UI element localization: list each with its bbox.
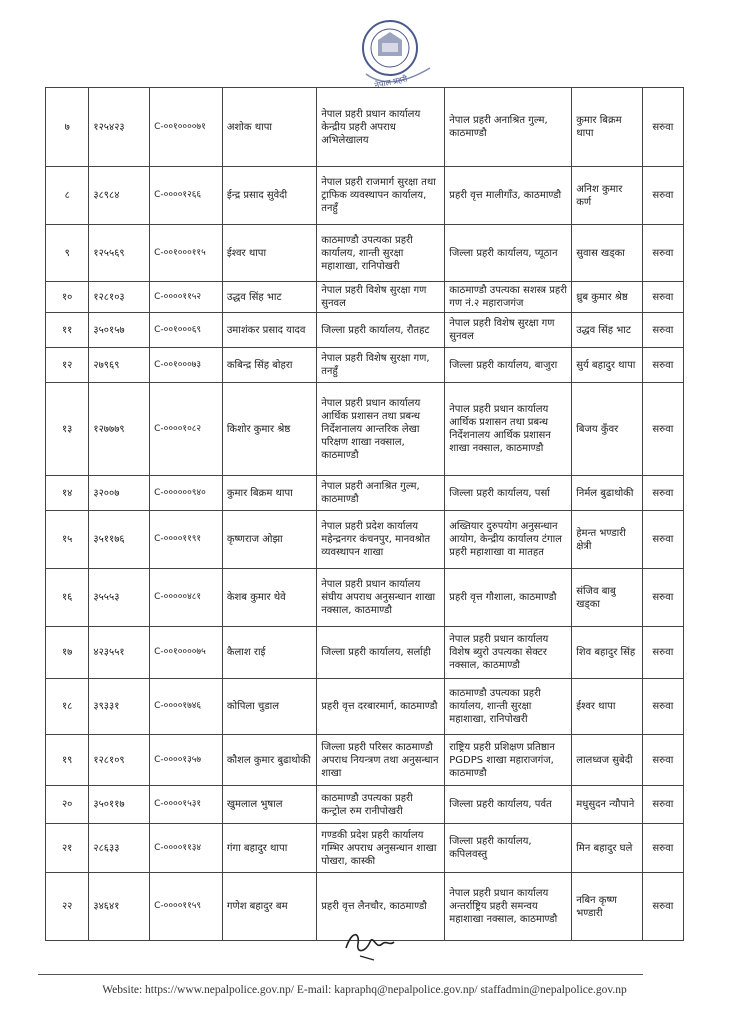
table-row — [46, 627, 684, 679]
replacement-cell: हेमन्त भण्डारी क्षेत्री — [572, 511, 643, 569]
id-number-cell: ३५११७६ — [89, 511, 150, 569]
transfer-office-cell: काठमाण्डौ उपत्यका प्रहरी कार्यालय, शान्ती सुरक्षा महाशाखा, रानिपोखरी — [445, 679, 572, 735]
name-cell: कैलाश राई — [222, 627, 316, 679]
code-cell: C-००००१३५७ — [150, 735, 223, 786]
code-cell: C-०००००४८१ — [150, 569, 223, 627]
transfer-office-cell: नेपाल प्रहरी विशेष सुरक्षा गण सुनवल — [445, 313, 572, 348]
code-cell: C-००१०००६९ — [150, 313, 223, 348]
transfer-office-cell: नेपाल प्रहरी प्रधान कार्यालय आर्थिक प्रशासन तथा प्रबन्ध निर्देशनालय आर्थिक प्रशासन शाखा नक्साल, काठमाण्डौ — [445, 383, 572, 476]
code-cell: C-००१००००७१ — [150, 88, 223, 167]
signature — [340, 922, 400, 964]
current-office-cell: नेपाल प्रहरी विशेष सुरक्षा गण सुनवल — [317, 282, 445, 313]
transfer-table-body — [46, 88, 684, 941]
status-cell: सरुवा — [642, 167, 683, 225]
transfer-office-cell: जिल्ला प्रहरी कार्यालय, पर्वत — [445, 786, 572, 824]
name-cell: उमाशंकर प्रसाद यादव — [222, 313, 316, 348]
current-office-cell: काठमाण्डौ उपत्यका प्रहरी कार्यालय, शान्ती सुरक्षा महाशाखा, रानिपोखरी — [317, 225, 445, 282]
table-row — [46, 88, 684, 167]
name-cell: उद्धव सिंह भाट — [222, 282, 316, 313]
id-number-cell: ३५०११७ — [89, 786, 150, 824]
current-office-cell: जिल्ला प्रहरी कार्यालय, सर्लाही — [317, 627, 445, 679]
serial-cell: १४ — [46, 476, 89, 511]
serial-cell: १९ — [46, 735, 89, 786]
replacement-cell: नबिन कृष्ण भण्डारी — [572, 873, 643, 941]
transfer-office-cell: नेपाल प्रहरी अनाश्रित गुल्म, काठमाण्डौ — [445, 88, 572, 167]
serial-cell: १३ — [46, 383, 89, 476]
id-number-cell: २७९६९ — [89, 348, 150, 383]
status-cell: सरुवा — [642, 569, 683, 627]
name-cell: केशब कुमार थेवे — [222, 569, 316, 627]
table-row — [46, 167, 684, 225]
status-cell: सरुवा — [642, 824, 683, 873]
footer-contact: Website: https://www.nepalpolice.gov.np/ E-mail: kapraphq@nepalpolice.gov.np/ staffadmin@nepalpolice.gov.np — [102, 984, 627, 996]
replacement-cell: लालध्वज सुबेदी — [572, 735, 643, 786]
code-cell: C-००००१७४६ — [150, 679, 223, 735]
serial-cell: १६ — [46, 569, 89, 627]
code-cell: C-००००१५३१ — [150, 786, 223, 824]
status-cell: सरुवा — [642, 383, 683, 476]
code-cell: C-००००११५९ — [150, 873, 223, 941]
name-cell: किशोर कुमार श्रेष्ठ — [222, 383, 316, 476]
id-number-cell: ३५५५३ — [89, 569, 150, 627]
id-number-cell: १२८१०९ — [89, 735, 150, 786]
status-cell: सरुवा — [642, 88, 683, 167]
current-office-cell: प्रहरी वृत्त लैनचौर, काठमाण्डौ — [317, 873, 445, 941]
office-seal — [344, 10, 444, 96]
transfer-office-cell: नेपाल प्रहरी प्रधान कार्यालय अन्तर्राष्ट्रिय प्रहरी समन्वय महाशाखा नक्साल, काठमाण्डौ — [445, 873, 572, 941]
current-office-cell: काठमाण्डौ उपत्यका प्रहरी कन्ट्रोल रुम रानीपोखरी — [317, 786, 445, 824]
status-cell: सरुवा — [642, 786, 683, 824]
id-number-cell: १२५५६९ — [89, 225, 150, 282]
id-number-cell: ३२००७ — [89, 476, 150, 511]
name-cell: कबिन्द्र सिंह बोहरा — [222, 348, 316, 383]
replacement-cell: मधुसुदन न्यौपाने — [572, 786, 643, 824]
table-row — [46, 383, 684, 476]
serial-cell: १७ — [46, 627, 89, 679]
status-cell: सरुवा — [642, 873, 683, 941]
transfer-office-cell: जिल्ला प्रहरी कार्यालय, पर्सा — [445, 476, 572, 511]
replacement-cell: ईश्वर थापा — [572, 679, 643, 735]
current-office-cell: प्रहरी वृत्त दरबारमार्ग, काठमाण्डौ — [317, 679, 445, 735]
id-number-cell: ३४६४१ — [89, 873, 150, 941]
table-row — [46, 679, 684, 735]
name-cell: गंगा बहादुर थापा — [222, 824, 316, 873]
status-cell: सरुवा — [642, 225, 683, 282]
code-cell: C-००१०००७३ — [150, 348, 223, 383]
serial-cell: १८ — [46, 679, 89, 735]
transfer-office-cell: अख्तियार दुरुपयोग अनुसन्धान आयोग, केन्द्रीय कार्यालय टंगाल प्रहरी महाशाखा वा मातहत — [445, 511, 572, 569]
serial-cell: २० — [46, 786, 89, 824]
serial-cell: २१ — [46, 824, 89, 873]
status-cell: सरुवा — [642, 313, 683, 348]
replacement-cell: कुमार बिक्रम थापा — [572, 88, 643, 167]
replacement-cell: मिन बहादुर घले — [572, 824, 643, 873]
status-cell: सरुवा — [642, 679, 683, 735]
current-office-cell: नेपाल प्रहरी अनाश्रित गुल्म, काठमाण्डौ — [317, 476, 445, 511]
code-cell: C-००००००९४० — [150, 476, 223, 511]
status-cell: सरुवा — [642, 735, 683, 786]
transfer-office-cell: राष्ट्रिय प्रहरी प्रशिक्षण प्रतिष्ठान PGDPS शाखा महाराजगंज, काठमाण्डौ — [445, 735, 572, 786]
replacement-cell: सुर्य बहादुर थापा — [572, 348, 643, 383]
code-cell: C-००००११५२ — [150, 282, 223, 313]
code-cell: C-००००१०८२ — [150, 383, 223, 476]
serial-cell: ११ — [46, 313, 89, 348]
serial-cell: १५ — [46, 511, 89, 569]
serial-cell: १२ — [46, 348, 89, 383]
replacement-cell: ध्रुब कुमार श्रेष्ठ — [572, 282, 643, 313]
replacement-cell: बिजय कुँवर — [572, 383, 643, 476]
id-number-cell: ४२३५५१ — [89, 627, 150, 679]
svg-text:नेपाल प्रहरी: नेपाल प्रहरी — [373, 74, 409, 91]
id-number-cell: २८६३३ — [89, 824, 150, 873]
replacement-cell: शिव बहादुर सिंह — [572, 627, 643, 679]
table-row — [46, 824, 684, 873]
serial-cell: ८ — [46, 167, 89, 225]
code-cell: C-००००११९१ — [150, 511, 223, 569]
code-cell: C-००००१२६६ — [150, 167, 223, 225]
serial-cell: २२ — [46, 873, 89, 941]
current-office-cell: नेपाल प्रहरी प्रधान कार्यालय संघीय अपराध अनुसन्धान शाखा नक्साल, काठमाण्डौ — [317, 569, 445, 627]
status-cell: सरुवा — [642, 348, 683, 383]
current-office-cell: नेपाल प्रहरी विशेष सुरक्षा गण, तनहुँ — [317, 348, 445, 383]
replacement-cell: उद्धव सिंह भाट — [572, 313, 643, 348]
transfer-office-cell: जिल्ला प्रहरी कार्यालय, कपिलवस्तु — [445, 824, 572, 873]
table-row — [46, 786, 684, 824]
current-office-cell: नेपाल प्रहरी प्रदेश कार्यालय महेन्द्रनगर कंचनपुर, मानवश्रोत व्यवस्थापन शाखा — [317, 511, 445, 569]
code-cell: C-००१०००११५ — [150, 225, 223, 282]
current-office-cell: जिल्ला प्रहरी परिसर काठमाण्डौ अपराध नियन्त्रण तथा अनुसन्धान शाखा — [317, 735, 445, 786]
name-cell: कोपिला चुडाल — [222, 679, 316, 735]
code-cell: C-००००११३४ — [150, 824, 223, 873]
table-row — [46, 348, 684, 383]
id-number-cell: १२५४२३ — [89, 88, 150, 167]
table-row — [46, 225, 684, 282]
status-cell: सरुवा — [642, 476, 683, 511]
table-row — [46, 282, 684, 313]
code-cell: C-००१००००७५ — [150, 627, 223, 679]
id-number-cell: ३५०१५७ — [89, 313, 150, 348]
current-office-cell: गण्डकी प्रदेश प्रहरी कार्यालय गम्भिर अपराध अनुसन्धान शाखा पोखरा, कास्की — [317, 824, 445, 873]
id-number-cell: १२८१०३ — [89, 282, 150, 313]
table-row — [46, 735, 684, 786]
id-number-cell: १२७७७९ — [89, 383, 150, 476]
transfer-office-cell: जिल्ला प्रहरी कार्यालय, बाजुरा — [445, 348, 572, 383]
transfer-office-cell: नेपाल प्रहरी प्रधान कार्यालय विशेष ब्युरो उपत्यका सेक्टर नक्साल, काठमाण्डौ — [445, 627, 572, 679]
status-cell: सरुवा — [642, 282, 683, 313]
current-office-cell: नेपाल प्रहरी प्रधान कार्यालय आर्थिक प्रशासन तथा प्रबन्ध निर्देशनालय आन्तरिक लेखा परिक्षण शाखा नक्साल, काठमाण्डौ — [317, 383, 445, 476]
name-cell: ईन्द्र प्रसाद सुवेदी — [222, 167, 316, 225]
name-cell: ईश्वर थापा — [222, 225, 316, 282]
replacement-cell: अनिश कुमार कर्ण — [572, 167, 643, 225]
transfer-office-cell: प्रहरी वृत्त मालीगाँउ, काठमाण्डौ — [445, 167, 572, 225]
status-cell: सरुवा — [642, 627, 683, 679]
name-cell: अशोक थापा — [222, 88, 316, 167]
name-cell: खुमलाल भुषाल — [222, 786, 316, 824]
name-cell: कृष्णराज ओझा — [222, 511, 316, 569]
transfer-table — [45, 87, 684, 941]
transfer-office-cell: प्रहरी वृत्त गौशाला, काठमाण्डौ — [445, 569, 572, 627]
serial-cell: १० — [46, 282, 89, 313]
replacement-cell: सुवास खड्का — [572, 225, 643, 282]
transfer-office-cell: जिल्ला प्रहरी कार्यालय, प्यूठान — [445, 225, 572, 282]
current-office-cell: जिल्ला प्रहरी कार्यालय, रौतहट — [317, 313, 445, 348]
id-number-cell: ३९३३१ — [89, 679, 150, 735]
id-number-cell: ३८९८४ — [89, 167, 150, 225]
status-cell: सरुवा — [642, 511, 683, 569]
footer-divider — [38, 974, 643, 975]
current-office-cell: नेपाल प्रहरी प्रधान कार्यालय केन्द्रीय प्रहरी अपराध अभिलेखालय — [317, 88, 445, 167]
replacement-cell: निर्मल बुढाथोकी — [572, 476, 643, 511]
name-cell: कौशल कुमार बुढाथोकी — [222, 735, 316, 786]
table-row — [46, 569, 684, 627]
transfer-office-cell: काठमाण्डौ उपत्यका सशस्त्र प्रहरी गण नं.२ महाराजगंज — [445, 282, 572, 313]
serial-cell: ९ — [46, 225, 89, 282]
name-cell: कुमार बिक्रम थापा — [222, 476, 316, 511]
table-row — [46, 511, 684, 569]
table-row — [46, 313, 684, 348]
serial-cell: ७ — [46, 88, 89, 167]
table-row — [46, 476, 684, 511]
name-cell: गणेश बहादुर बम — [222, 873, 316, 941]
replacement-cell: संजिव बाबु खड्का — [572, 569, 643, 627]
current-office-cell: नेपाल प्रहरी राजमार्ग सुरक्षा तथा ट्राफिक व्यवस्थापन कार्यालय, तनहुँ — [317, 167, 445, 225]
